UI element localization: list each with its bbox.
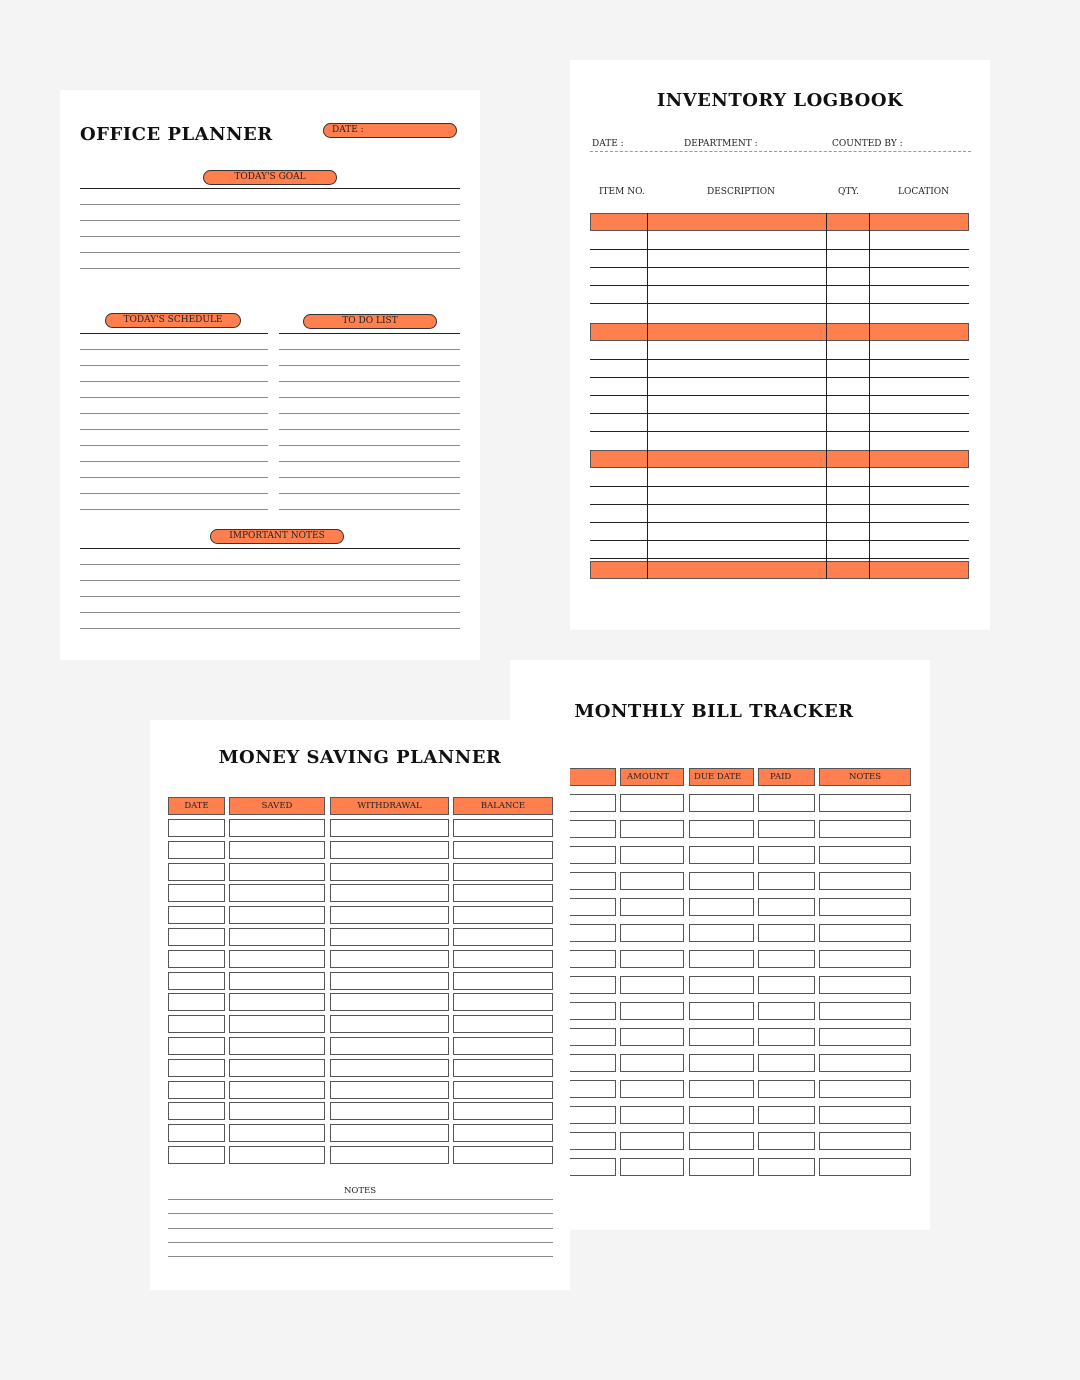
money-cell[interactable] [453, 863, 553, 881]
money-cell[interactable] [168, 863, 225, 881]
money-notes-label: NOTES [343, 1186, 377, 1196]
schedule-line [80, 413, 268, 414]
notes-header-line [80, 548, 460, 549]
money-notes-line [168, 1256, 553, 1257]
money-cell[interactable] [330, 1037, 449, 1055]
money-cell[interactable] [453, 1081, 553, 1099]
money-cell[interactable] [168, 928, 225, 946]
money-notes-line [168, 1199, 553, 1200]
bill-cell[interactable] [689, 1106, 754, 1124]
money-cell[interactable] [229, 1059, 325, 1077]
todo-line [279, 381, 460, 382]
money-cell[interactable] [229, 1124, 325, 1142]
money-cell[interactable] [168, 972, 225, 990]
todo-line [279, 429, 460, 430]
bill-cell[interactable] [620, 924, 684, 942]
money-cell[interactable] [168, 993, 225, 1011]
col-due-date-label: DUE DATE [694, 772, 742, 782]
bill-cell[interactable] [819, 1002, 911, 1020]
goal-line [80, 252, 460, 253]
money-cell[interactable] [229, 1102, 325, 1120]
inventory-column-divider [826, 213, 827, 579]
bill-cell[interactable] [620, 820, 684, 838]
money-cell[interactable] [330, 906, 449, 924]
money-cell[interactable] [330, 819, 449, 837]
bill-cell[interactable] [758, 846, 815, 864]
money-cell[interactable] [330, 1015, 449, 1033]
bill-cell[interactable] [620, 1106, 684, 1124]
inventory-column-divider [869, 213, 870, 579]
bill-tracker-title: MONTHLY BILL TRACKER [574, 701, 854, 722]
bill-cell[interactable] [758, 898, 815, 916]
inventory-dotted-line [590, 151, 971, 152]
schedule-line [80, 397, 268, 398]
bill-cell[interactable] [758, 1158, 815, 1176]
money-cell[interactable] [453, 950, 553, 968]
bill-cell[interactable] [620, 1080, 684, 1098]
money-cell[interactable] [330, 928, 449, 946]
bill-cell[interactable] [620, 898, 684, 916]
schedule-line [80, 461, 268, 462]
bill-cell[interactable] [758, 1054, 815, 1072]
money-cell[interactable] [330, 841, 449, 859]
bill-cell[interactable] [689, 950, 754, 968]
col-description: DESCRIPTION [707, 187, 776, 197]
money-cell[interactable] [168, 1037, 225, 1055]
todo-line [279, 349, 460, 350]
inventory-logbook-page [570, 60, 990, 630]
todo-line [279, 461, 460, 462]
notes-line [80, 628, 460, 629]
money-cell[interactable] [453, 841, 553, 859]
money-cell[interactable] [453, 906, 553, 924]
money-cell[interactable] [330, 972, 449, 990]
bill-cell[interactable] [819, 846, 911, 864]
todo-line [279, 509, 460, 510]
inventory-logbook-title: INVENTORY LOGBOOK [656, 90, 904, 111]
schedule-line [80, 429, 268, 430]
money-cell[interactable] [229, 906, 325, 924]
bill-cell[interactable] [620, 1132, 684, 1150]
bill-cell[interactable] [819, 976, 911, 994]
money-cell[interactable] [453, 1015, 553, 1033]
notes-line [80, 580, 460, 581]
money-cell[interactable] [168, 1081, 225, 1099]
bill-cell[interactable] [758, 794, 815, 812]
money-cell[interactable] [453, 1037, 553, 1055]
bill-cell[interactable] [758, 1028, 815, 1046]
bill-cell[interactable] [758, 1106, 815, 1124]
bill-cell[interactable] [689, 1054, 754, 1072]
money-notes-line [168, 1242, 553, 1243]
bill-cell[interactable] [689, 820, 754, 838]
bill-cell[interactable] [689, 1002, 754, 1020]
money-cell[interactable] [168, 819, 225, 837]
bill-cell[interactable] [758, 1132, 815, 1150]
money-cell[interactable] [453, 993, 553, 1011]
bill-cell[interactable] [758, 820, 815, 838]
money-cell[interactable] [229, 993, 325, 1011]
bill-cell[interactable] [620, 976, 684, 994]
money-cell[interactable] [330, 1146, 449, 1164]
inventory-column-divider [647, 213, 648, 579]
bill-cell[interactable] [758, 950, 815, 968]
bill-cell[interactable] [689, 846, 754, 864]
bill-cell[interactable] [620, 1002, 684, 1020]
bill-cell[interactable] [620, 1158, 684, 1176]
money-cell[interactable] [229, 928, 325, 946]
bill-cell[interactable] [819, 1054, 911, 1072]
bill-cell[interactable] [819, 872, 911, 890]
goal-line [80, 268, 460, 269]
schedule-line [80, 365, 268, 366]
money-cell[interactable] [229, 819, 325, 837]
money-cell[interactable] [330, 1081, 449, 1099]
schedule-line [80, 349, 268, 350]
money-cell[interactable] [330, 950, 449, 968]
money-cell[interactable] [229, 1037, 325, 1055]
inventory-date-label: DATE : [592, 139, 624, 149]
money-cell[interactable] [168, 1059, 225, 1077]
bill-cell[interactable] [819, 794, 911, 812]
bill-cell[interactable] [819, 1080, 911, 1098]
bill-cell[interactable] [689, 1132, 754, 1150]
money-cell[interactable] [168, 1015, 225, 1033]
money-cell[interactable] [453, 1102, 553, 1120]
money-cell[interactable] [229, 1146, 325, 1164]
money-cell[interactable] [453, 819, 553, 837]
money-cell[interactable] [168, 906, 225, 924]
notes-line [80, 612, 460, 613]
money-cell[interactable] [229, 950, 325, 968]
schedule-line [80, 445, 268, 446]
todo-line [279, 477, 460, 478]
bill-cell[interactable] [758, 976, 815, 994]
bill-cell[interactable] [758, 1080, 815, 1098]
inventory-counted-by-label: COUNTED BY : [832, 139, 903, 149]
schedule-line [80, 493, 268, 494]
money-cell[interactable] [453, 1059, 553, 1077]
to-do-list-label: TO DO LIST [303, 314, 437, 329]
office-planner-page [60, 90, 480, 660]
money-cell[interactable] [453, 1146, 553, 1164]
col-location: LOCATION [898, 187, 950, 197]
money-cell[interactable] [330, 993, 449, 1011]
schedule-header-line [80, 333, 268, 334]
money-cell[interactable] [168, 841, 225, 859]
office-planner-date-pill[interactable]: DATE : [323, 123, 457, 138]
money-cell[interactable] [330, 884, 449, 902]
money-cell[interactable] [330, 1059, 449, 1077]
bill-cell[interactable] [689, 1080, 754, 1098]
money-cell[interactable] [453, 884, 553, 902]
todo-header-line [279, 333, 460, 334]
col-due-date [689, 768, 754, 786]
money-cell[interactable] [330, 863, 449, 881]
col-balance: BALANCE [453, 797, 553, 815]
goal-line [80, 236, 460, 237]
col-saved: SAVED [229, 797, 325, 815]
notes-line [80, 564, 460, 565]
bill-cell[interactable] [819, 1132, 911, 1150]
money-cell[interactable] [453, 972, 553, 990]
todays-goal-label: TODAY'S GOAL [203, 170, 337, 185]
bill-cell[interactable] [620, 1028, 684, 1046]
bill-cell[interactable] [758, 924, 815, 942]
bill-cell[interactable] [689, 794, 754, 812]
money-cell[interactable] [168, 1146, 225, 1164]
monthly-bill-tracker-page [510, 660, 930, 1230]
col-item-no: ITEM NO. [599, 187, 645, 197]
col-notes [819, 768, 911, 786]
money-cell[interactable] [453, 1124, 553, 1142]
todo-line [279, 493, 460, 494]
notes-line [80, 596, 460, 597]
money-cell[interactable] [229, 1081, 325, 1099]
col-amount [620, 768, 684, 786]
bill-cell[interactable] [758, 1002, 815, 1020]
schedule-line [80, 509, 268, 510]
money-cell[interactable] [330, 1124, 449, 1142]
col-withdrawal: WITHDRAWAL [330, 797, 449, 815]
col-date: DATE [168, 797, 225, 815]
money-cell[interactable] [229, 863, 325, 881]
bill-cell[interactable] [819, 924, 911, 942]
bill-cell[interactable] [620, 950, 684, 968]
money-cell[interactable] [168, 1124, 225, 1142]
bill-cell[interactable] [819, 1028, 911, 1046]
bill-cell[interactable] [819, 820, 911, 838]
goal-line [80, 204, 460, 205]
bill-cell[interactable] [689, 898, 754, 916]
col-qty: QTY. [838, 187, 860, 197]
col-amount-label: AMOUNT [627, 772, 670, 782]
bill-cell[interactable] [758, 872, 815, 890]
goal-header-line [80, 188, 460, 189]
money-notes-line [168, 1228, 553, 1229]
bill-cell[interactable] [620, 1054, 684, 1072]
bill-cell[interactable] [689, 976, 754, 994]
schedule-line [80, 381, 268, 382]
todo-line [279, 397, 460, 398]
money-cell[interactable] [229, 841, 325, 859]
bill-cell[interactable] [689, 872, 754, 890]
goal-line [80, 220, 460, 221]
bill-cell[interactable] [819, 898, 911, 916]
bill-cell[interactable] [620, 794, 684, 812]
inventory-department-label: DEPARTMENT : [684, 139, 758, 149]
money-cell[interactable] [229, 1015, 325, 1033]
col-paid [758, 768, 815, 786]
bill-cell[interactable] [620, 846, 684, 864]
bill-cell[interactable] [819, 1158, 911, 1176]
important-notes-label: IMPORTANT NOTES [210, 529, 344, 544]
money-notes-line [168, 1213, 553, 1214]
bill-cell[interactable] [620, 872, 684, 890]
money-cell[interactable] [229, 972, 325, 990]
money-cell[interactable] [168, 884, 225, 902]
col-paid-label: PAID [770, 772, 792, 782]
bill-cell[interactable] [689, 1028, 754, 1046]
money-saving-planner-page [150, 720, 570, 1290]
todo-line [279, 365, 460, 366]
todo-line [279, 413, 460, 414]
office-planner-title: OFFICE PLANNER [80, 124, 273, 145]
bill-cell[interactable] [689, 1158, 754, 1176]
money-saving-title: MONEY SAVING PLANNER [218, 747, 502, 768]
todo-line [279, 445, 460, 446]
money-cell[interactable] [229, 884, 325, 902]
col-notes-label: NOTES [848, 772, 882, 782]
bill-cell[interactable] [819, 950, 911, 968]
money-cell[interactable] [168, 950, 225, 968]
schedule-line [80, 477, 268, 478]
money-cell[interactable] [453, 928, 553, 946]
money-cell[interactable] [330, 1102, 449, 1120]
todays-schedule-label: TODAY'S SCHEDULE [105, 313, 241, 328]
money-cell[interactable] [168, 1102, 225, 1120]
bill-cell[interactable] [819, 1106, 911, 1124]
bill-cell[interactable] [689, 924, 754, 942]
